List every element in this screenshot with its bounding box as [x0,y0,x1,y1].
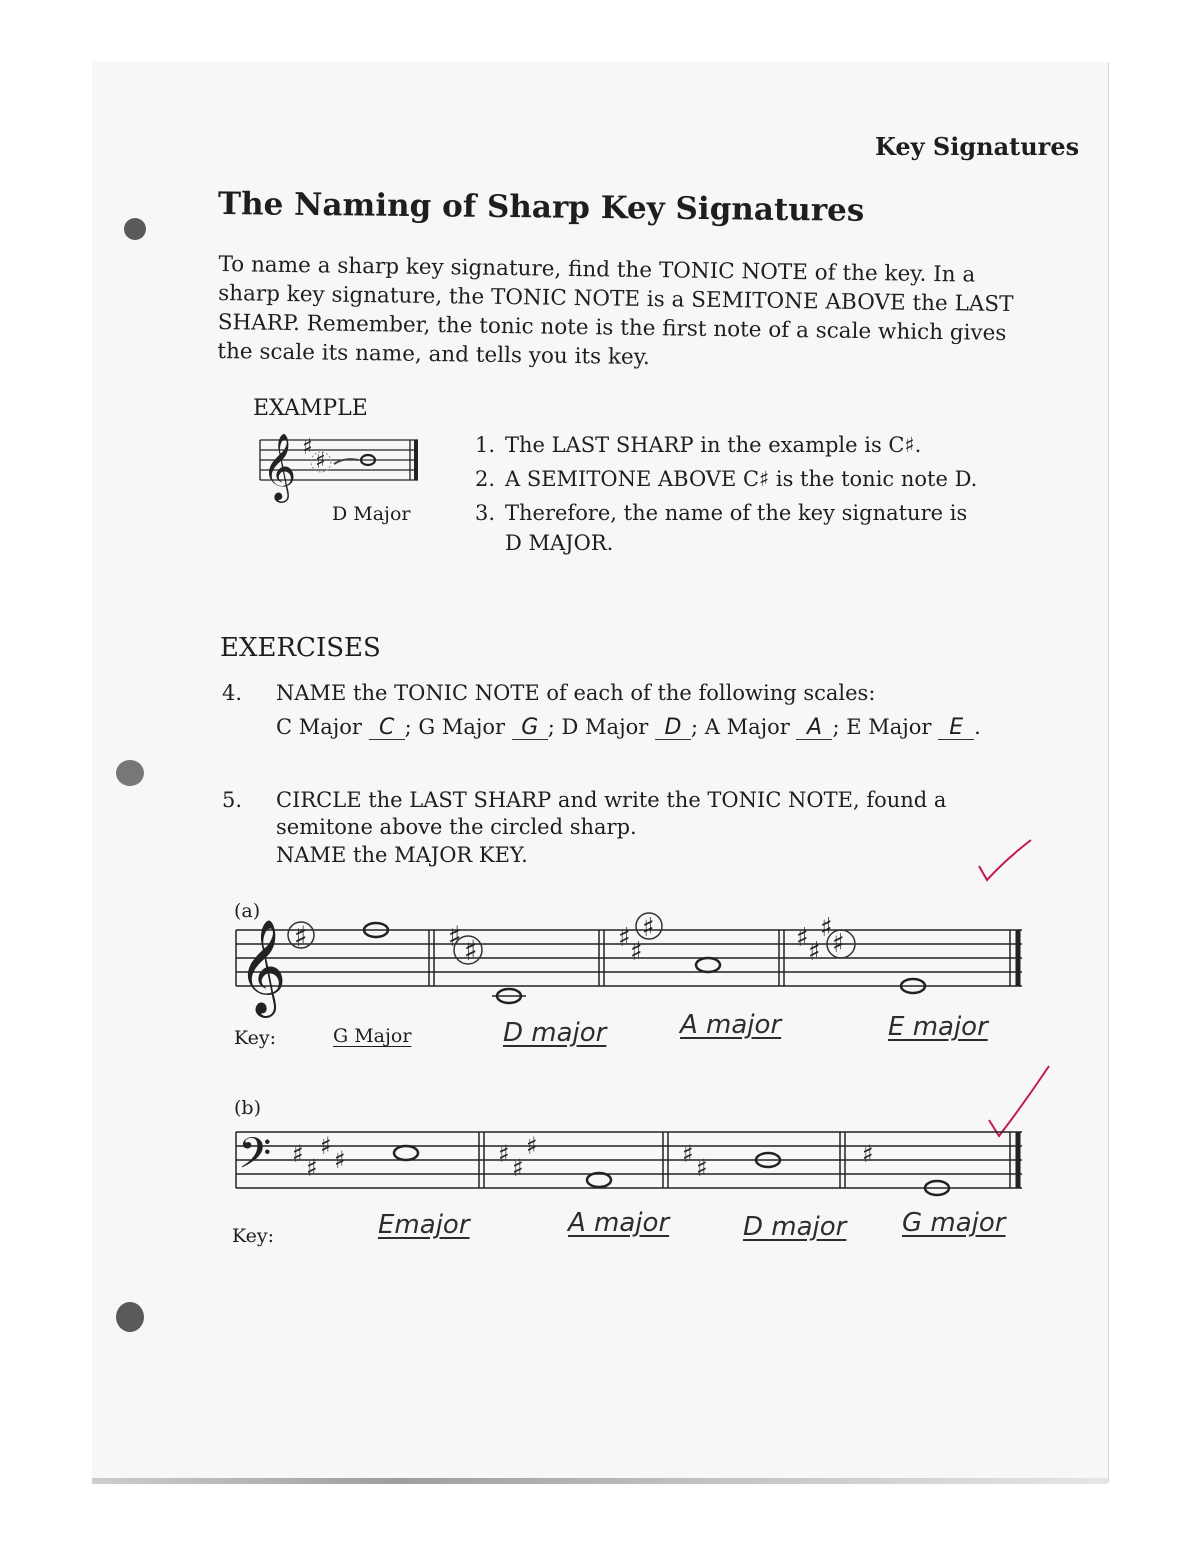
svg-text:♯: ♯ [696,1154,708,1182]
part-b-staff [230,1116,1030,1206]
svg-text:♯: ♯ [862,1140,874,1168]
question-5-line1: CIRCLE the LAST SHARP and write the TONIC NOTE, found a [276,788,947,812]
svg-text:♯: ♯ [832,929,845,959]
svg-text:♯: ♯ [498,1140,510,1168]
part-a-answer-1: G Major [333,1025,412,1047]
part-a-key-label: Key: [234,1027,277,1049]
sharp-c-icon: ♯ [315,449,326,474]
intro-paragraph: To name a sharp key signature, find the TONIC NOTE of the key. In a sharp key signature, the TONIC NOTE is a SEMITONE ABOVE the LAST SHARP. Remember, the tonic note is the first note of a scale which gives the scale its name, and tells you its key. [217,252,1014,371]
check-mark-icon [975,836,1035,886]
svg-text:♯: ♯ [464,934,478,967]
svg-text:♯: ♯ [334,1146,346,1174]
example-step: D MAJOR. [505,531,614,555]
svg-text:♯: ♯ [820,913,833,943]
example-steps [475,428,977,556]
part-b-answer-3: D major [743,1212,847,1242]
part-b-label: (b) [234,1097,261,1119]
part-a-label: (a) [234,900,261,922]
svg-text:♯: ♯ [306,1154,318,1182]
part-a-answer-4: E major [888,1012,988,1042]
answer-blank[interactable]: E [938,717,974,740]
page-title: The Naming of Sharp Key Signatures [217,186,865,229]
sharp-f-icon: ♯ [302,435,313,460]
page-bottom-edge [92,1478,1108,1484]
example-step: 3. Therefore, the name of the key signature is [475,501,968,525]
question-5-line2: semitone above the circled sharp. [276,815,637,839]
question-4-number: 4. [222,681,243,705]
svg-text:♯: ♯ [630,937,643,967]
question-5-number: 5. [222,788,243,812]
svg-text:♯: ♯ [512,1154,524,1182]
part-b-answer-2: A major [568,1208,670,1238]
part-a-answer-2: D major [503,1018,607,1048]
page-header: Key Signatures [875,132,1080,161]
part-b-answer-1: Emajor [378,1210,470,1240]
answer-blank[interactable]: G [512,717,548,740]
svg-text:♯: ♯ [294,920,308,953]
part-a-answer-3: A major [680,1010,782,1040]
question-4-answers: C Major C ; G Major G ; D Major D ; A Major A ; E Major E . [276,715,981,740]
punch-hole-bottom [116,1302,144,1332]
exercises-title: EXERCISES [220,633,381,663]
example-staff [250,424,425,504]
example-step: 2. A SEMITONE ABOVE C♯ is the tonic note D. [475,467,978,491]
svg-text:♯: ♯ [808,937,821,967]
example-step: 1. The LAST SHARP in the example is C♯. [475,433,922,457]
svg-text:♯: ♯ [320,1132,332,1160]
question-5-line3: NAME the MAJOR KEY. [276,843,528,867]
svg-text:♯: ♯ [526,1132,538,1160]
example-label: EXAMPLE [253,396,368,421]
answer-blank[interactable]: D [655,717,691,740]
punch-hole-top [124,218,146,240]
answer-blank[interactable]: C [369,717,405,740]
example-caption: D Major [332,503,411,525]
question-4-prompt: NAME the TONIC NOTE of each of the following scales: [276,681,876,705]
treble-clef-icon: 𝄞 [238,919,287,1014]
punch-hole-middle [116,760,144,786]
part-b-key-label: Key: [232,1225,275,1247]
svg-text:♯: ♯ [618,923,631,953]
svg-text:♯: ♯ [448,920,462,953]
svg-text:♯: ♯ [796,923,809,953]
svg-text:♯: ♯ [682,1140,694,1168]
bass-clef-icon: 𝄢 [238,1129,272,1189]
answer-blank[interactable]: A [796,717,832,740]
svg-text:♯: ♯ [642,913,655,943]
treble-clef-icon: 𝄞 [262,432,297,500]
part-b-answer-4: G major [902,1208,1006,1238]
svg-text:♯: ♯ [292,1140,304,1168]
part-a-staff [230,900,1030,1020]
